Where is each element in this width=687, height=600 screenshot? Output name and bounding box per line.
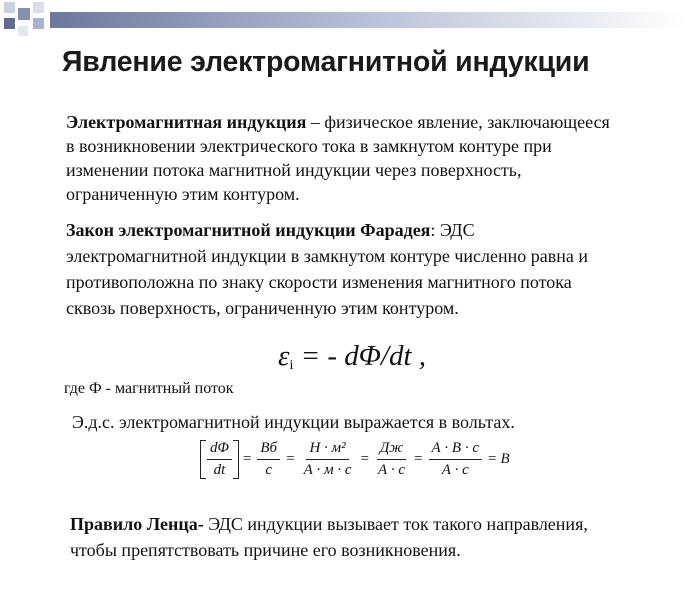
lenz-line-2: чтобы препятствовать причине его возникновения. <box>70 540 461 560</box>
lenz-line-1 <box>70 512 588 536</box>
fraction-wb-s: $\frac{Вб}{с}$ <box>257 440 280 479</box>
formula-epsilon: ε <box>278 340 290 372</box>
equals-sign: = <box>286 451 295 467</box>
page-title: Явление электромагнитной индукции <box>62 46 590 78</box>
fraction-dphi-dt: $\frac{d\Phi}{dt}$ <box>207 440 232 479</box>
equals-sign: = <box>242 451 252 467</box>
definition-line-3: изменении потока магнитной индукции через поверхность, <box>66 160 522 180</box>
unit-volt: В <box>500 451 510 467</box>
units-bracket <box>200 440 239 479</box>
definition-line-1-rest: – физическое явление, заключающееся <box>306 112 610 132</box>
equals-sign: = <box>487 451 497 467</box>
units-sentence: Э.д.с. электромагнитной индукции выражается в вольтах. <box>72 412 515 432</box>
faraday-line-2: электромагнитной индукции в замкнутом контуре численно равна и <box>66 246 589 266</box>
equals-sign: = <box>360 451 369 467</box>
definition-term: Электромагнитная индукция <box>66 112 307 132</box>
faraday-term: Закон электромагнитной индукции Фарадея <box>66 220 431 240</box>
units-derivation <box>200 440 510 479</box>
lenz-term: Правило Ленца- <box>70 514 204 534</box>
fraction-j-as: $\frac{Дж}{А \cdot с}$ <box>377 440 406 478</box>
formula-subscript: i <box>289 358 294 373</box>
equals-sign: = <box>414 451 423 467</box>
faraday-line-1 <box>66 218 475 242</box>
faraday-line-3: противоположна по знаку скорости изменения магнитного потока <box>66 272 572 292</box>
faraday-line-1-rest: : ЭДС <box>430 220 475 240</box>
emf-formula <box>278 340 426 374</box>
header-decoration <box>0 0 687 40</box>
fraction-nm2-ams: $\frac{\text{Н · м²}}{А \cdot м \cdot с}$ <box>303 440 352 478</box>
definition-line-4: ограниченную этим контуром. <box>66 184 300 204</box>
lenz-line-1-rest: ЭДС индукции вызывает ток такого направления, <box>203 514 588 534</box>
faraday-line-4: сквозь поверхность, ограниченную этим контуром. <box>66 298 459 318</box>
definition-line-1 <box>66 110 610 134</box>
definition-line-2: в возникновении электрического тока в замкнутом контуре при <box>66 136 552 156</box>
flux-note: где Ф - магнитный поток <box>64 380 234 397</box>
formula-rest: = - dΦ/dt , <box>293 340 426 372</box>
fraction-avs-as: $\frac{А \cdot В \cdot с}{А \cdot с}$ <box>429 440 482 479</box>
